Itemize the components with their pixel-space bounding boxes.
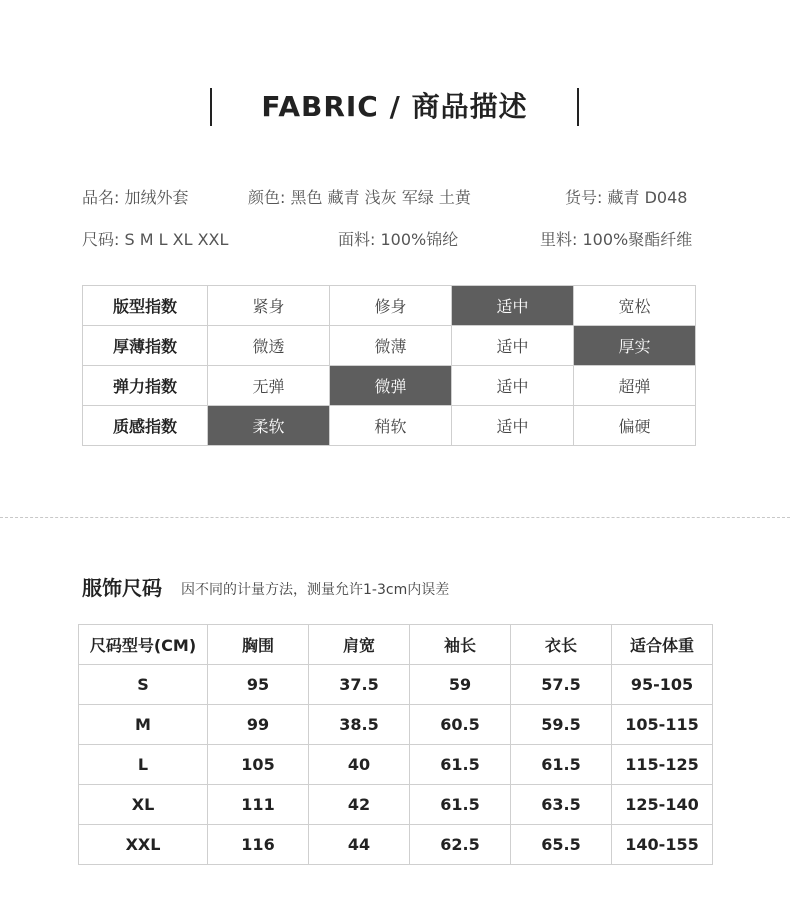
size-cell: S — [79, 665, 208, 705]
section-divider — [0, 517, 790, 518]
size-column-header: 适合体重 — [612, 625, 713, 665]
size-cell: 61.5 — [410, 785, 511, 825]
size-cell: 65.5 — [511, 825, 612, 865]
size-cell: 115-125 — [612, 745, 713, 785]
index-label: 弹力指数 — [83, 366, 208, 406]
header-divider-right — [577, 88, 579, 126]
index-option: 偏硬 — [574, 406, 696, 446]
index-label: 厚薄指数 — [83, 326, 208, 366]
table-row — [79, 705, 713, 745]
size-cell: 125-140 — [612, 785, 713, 825]
product-colors: 颜色: 黑色 藏青 浅灰 军绿 土黄 — [248, 188, 471, 207]
product-name: 品名: 加绒外套 — [82, 188, 189, 207]
size-cell: 95-105 — [612, 665, 713, 705]
product-lining: 里料: 100%聚酯纤维 — [540, 230, 693, 249]
index-option: 稍软 — [330, 406, 452, 446]
index-row — [83, 326, 696, 366]
size-column-header: 袖长 — [410, 625, 511, 665]
index-option: 无弹 — [208, 366, 330, 406]
index-option: 紧身 — [208, 286, 330, 326]
size-cell: 111 — [208, 785, 309, 825]
size-cell: M — [79, 705, 208, 745]
size-chart-note: 因不同的计量方法，测量允许1-3cm内误差 — [181, 582, 450, 598]
size-cell: 62.5 — [410, 825, 511, 865]
table-row — [79, 745, 713, 785]
size-cell: 116 — [208, 825, 309, 865]
index-option: 适中 — [452, 406, 574, 446]
size-cell: 44 — [309, 825, 410, 865]
product-fabric: 面料: 100%锦纶 — [338, 230, 459, 249]
size-cell: 61.5 — [410, 745, 511, 785]
size-cell: 40 — [309, 745, 410, 785]
size-chart-title: 服饰尺码 — [82, 576, 162, 600]
fabric-index-table — [82, 285, 696, 446]
index-option: 微透 — [208, 326, 330, 366]
size-table-header-row — [79, 625, 713, 665]
size-cell: 63.5 — [511, 785, 612, 825]
size-column-header: 衣长 — [511, 625, 612, 665]
index-option-selected: 柔软 — [208, 406, 330, 446]
table-row — [79, 785, 713, 825]
size-cell: 57.5 — [511, 665, 612, 705]
index-row — [83, 286, 696, 326]
size-column-header: 尺码型号(CM) — [79, 625, 208, 665]
size-cell: 37.5 — [309, 665, 410, 705]
size-cell: 99 — [208, 705, 309, 745]
size-cell: L — [79, 745, 208, 785]
size-column-header: 胸围 — [208, 625, 309, 665]
size-chart-table — [78, 624, 713, 865]
table-row — [79, 825, 713, 865]
product-item-number: 货号: 藏青 D048 — [565, 188, 688, 207]
index-option: 超弹 — [574, 366, 696, 406]
size-cell: 42 — [309, 785, 410, 825]
section-header — [0, 86, 790, 128]
index-option-selected: 适中 — [452, 286, 574, 326]
index-option-selected: 微弹 — [330, 366, 452, 406]
product-sizes: 尺码: S M L XL XXL — [82, 230, 229, 249]
index-option: 适中 — [452, 326, 574, 366]
size-cell: 105 — [208, 745, 309, 785]
size-cell: XL — [79, 785, 208, 825]
index-option: 适中 — [452, 366, 574, 406]
size-cell: 59.5 — [511, 705, 612, 745]
size-cell: 60.5 — [410, 705, 511, 745]
index-option: 宽松 — [574, 286, 696, 326]
size-column-header: 肩宽 — [309, 625, 410, 665]
index-option: 修身 — [330, 286, 452, 326]
size-cell: 61.5 — [511, 745, 612, 785]
size-cell: XXL — [79, 825, 208, 865]
index-option-selected: 厚实 — [574, 326, 696, 366]
size-cell: 95 — [208, 665, 309, 705]
index-label: 质感指数 — [83, 406, 208, 446]
table-row — [79, 665, 713, 705]
size-cell: 140-155 — [612, 825, 713, 865]
index-label: 版型指数 — [83, 286, 208, 326]
size-cell: 105-115 — [612, 705, 713, 745]
index-option: 微薄 — [330, 326, 452, 366]
page-title: FABRIC / 商品描述 — [261, 90, 528, 123]
index-row — [83, 406, 696, 446]
size-cell: 38.5 — [309, 705, 410, 745]
index-row — [83, 366, 696, 406]
size-cell: 59 — [410, 665, 511, 705]
